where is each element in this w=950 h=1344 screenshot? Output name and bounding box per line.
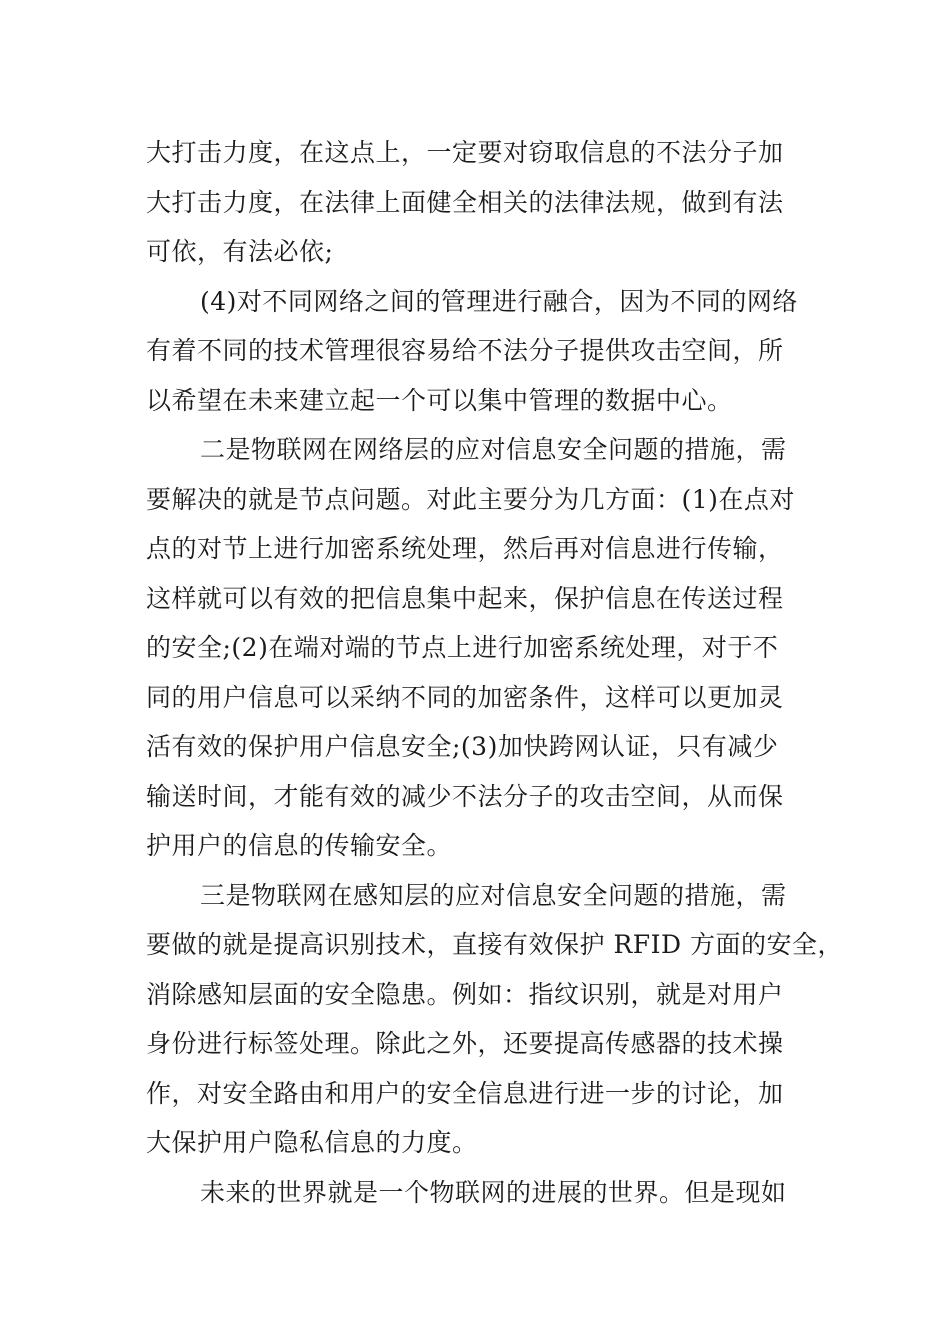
text-line: 同的用户信息可以采纳不同的加密条件，这样可以更加灵: [146, 682, 784, 712]
text-line: 输送时间，才能有效的减少不法分子的攻击空间，从而保: [146, 781, 784, 811]
text-line: 以希望在未来建立起一个可以集中管理的数据中心。: [146, 385, 733, 415]
paragraph-first-line: 三是物联网在感知层的应对信息安全问题的措施，需: [200, 880, 787, 910]
text-line: 的安全;(2)在端对端的节点上进行加密系统处理，对于不: [146, 633, 779, 662]
text-line: 护用户的信息的传输安全。: [146, 831, 453, 860]
paragraph-first-line: 二是物联网在网络层的应对信息安全问题的措施，需: [200, 435, 787, 464]
text-line: 大打击力度，在法律上面健全相关的法律法规，做到有法: [146, 187, 784, 217]
text-line: 作，对安全路由和用户的安全信息进行进一步的讨论，加: [146, 1078, 784, 1108]
text-line: 有着不同的技术管理很容易给不法分子提供攻击空间，所: [146, 336, 784, 365]
text-line: 大保护用户隐私信息的力度。: [146, 1128, 478, 1157]
text-line: 活有效的保护用户信息安全;(3)加快跨网认证，只有减少: [146, 732, 779, 761]
text-line: 可依，有法必依;: [146, 237, 334, 266]
text-line: 身份进行标签处理。除此之外，还要提高传感器的技术操: [146, 1029, 784, 1058]
body-text: [146, 128, 843, 1217]
text-line: 要解决的就是节点问题。对此主要分为几方面：(1)在点对: [146, 484, 795, 514]
text-line: 消除感知层面的安全隐患。例如：指纹识别，就是对用户: [146, 979, 784, 1009]
text-line: 大打击力度，在这点上，一定要对窃取信息的不法分子加: [146, 138, 784, 167]
text-line: 这样就可以有效的把信息集中起来，保护信息在传送过程: [146, 583, 784, 613]
paragraph-first-line: (4)对不同网络之间的管理进行融合，因为不同的网络: [200, 286, 798, 316]
text-line: 要做的就是提高识别技术，直接有效保护 RFID 方面的安全，: [146, 930, 843, 959]
paragraph-first-line: 未来的世界就是一个物联网的进展的世界。但是现如: [200, 1177, 787, 1207]
text-line: 点的对节上进行加密系统处理，然后再对信息进行传输，: [146, 534, 784, 563]
